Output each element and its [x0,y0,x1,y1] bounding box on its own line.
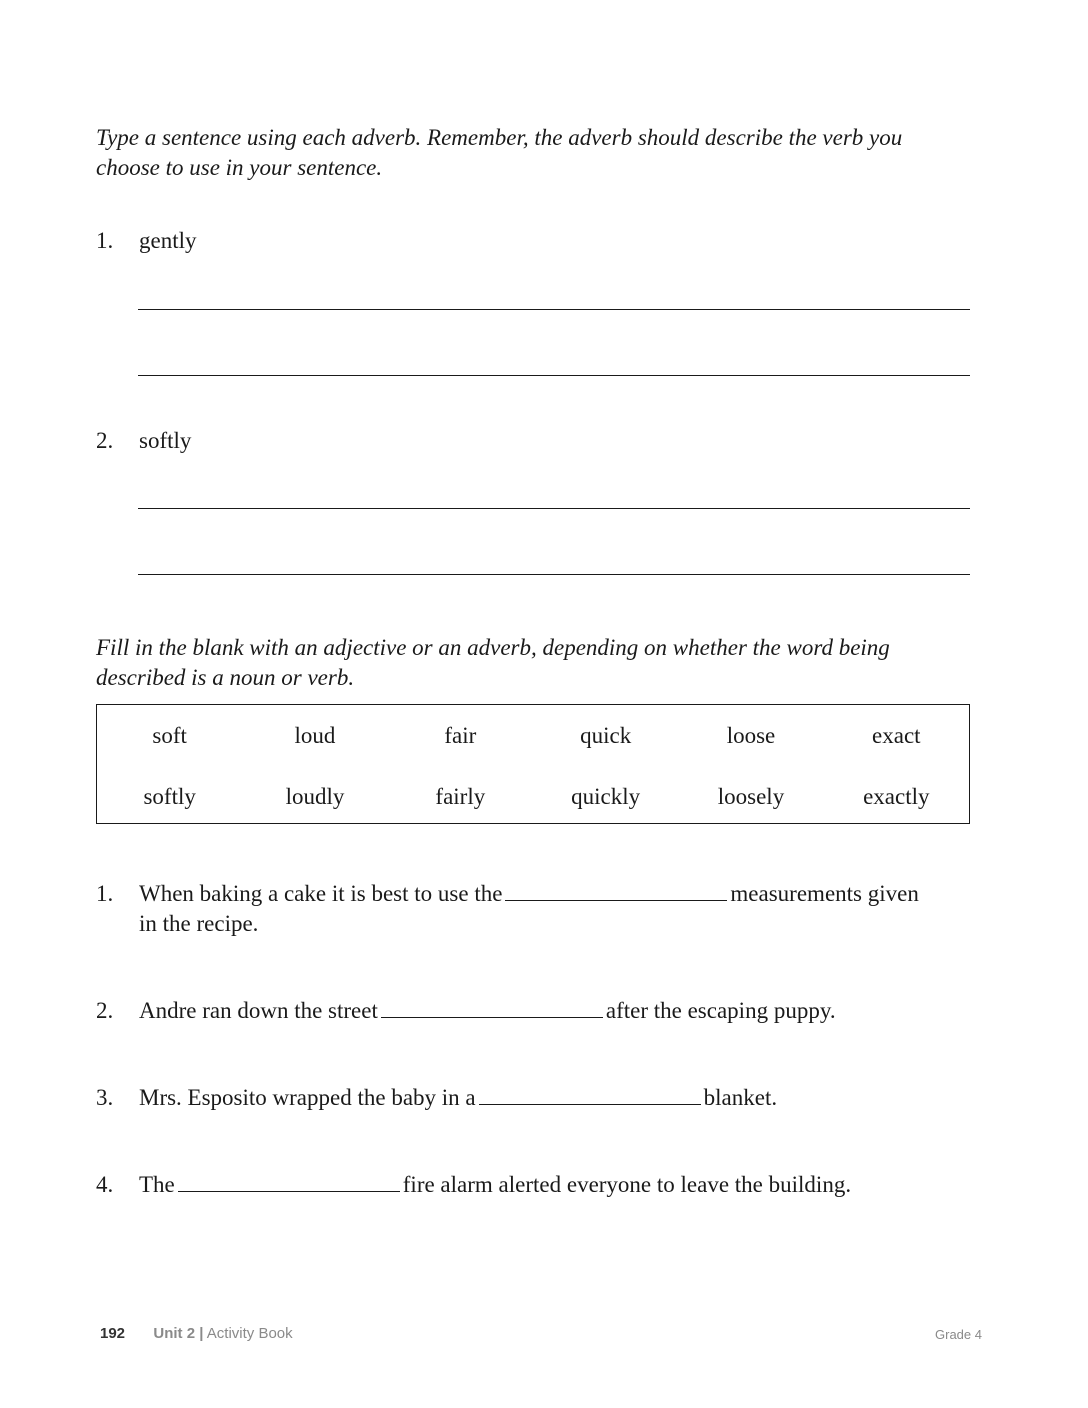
unit-label: Unit 2 [153,1325,196,1342]
word-bank-word: quick [580,723,632,748]
word-bank-row-adverbs [97,782,969,812]
word-bank-word: soft [152,723,187,748]
word-bank-word: fair [444,723,477,748]
item-number: 1. [96,881,114,906]
fill-in-sentence [139,879,919,909]
sentence-end: measurements given [730,881,919,906]
sentence-start: When baking a cake it is best to use the [139,881,503,906]
word-bank-row-adjectives [97,721,969,751]
instruction-line-2: choose to use in your sentence. [96,155,383,180]
adverb-word: gently [139,228,197,253]
sentence-end: fire alarm alerted everyone to leave the building. [402,1172,852,1197]
sentence-end: after the escaping puppy. [605,998,836,1023]
word-bank-word: softly [143,784,196,809]
item-number: 3. [96,1085,114,1110]
adverb-word: softly [139,428,192,453]
page-footer [100,1325,293,1342]
blank-line[interactable] [178,1171,400,1192]
fill-in-sentence [139,1170,851,1200]
grade-label: Grade 4 [935,1327,982,1342]
item-number: 4. [96,1172,114,1197]
answer-line[interactable] [138,508,970,509]
answer-line[interactable] [138,375,970,376]
blank-line[interactable] [479,1084,701,1105]
page-number: 192 [100,1325,126,1342]
blank-line[interactable] [381,997,603,1018]
sentence-start: Mrs. Esposito wrapped the baby in a [139,1085,476,1110]
item-number: 2. [96,428,114,453]
word-bank-word: loud [294,723,336,748]
sentence-continuation: in the recipe. [139,911,259,936]
item-number: 1. [96,228,114,253]
fill-in-sentence [139,996,836,1026]
book-title: Activity Book [206,1325,293,1342]
instruction-line-1: Fill in the blank with an adjective or an adverb, depending on whether the word being [96,635,890,660]
sentence-start: The [139,1172,175,1197]
fill-in-sentence [139,1083,777,1113]
instruction-line-2: described is a noun or verb. [96,665,355,690]
item-number: 2. [96,998,114,1023]
word-bank-word: quickly [571,784,641,809]
answer-line[interactable] [138,309,970,310]
word-bank-word: loosely [717,784,785,809]
word-bank-word: fairly [435,784,486,809]
answer-line[interactable] [138,574,970,575]
word-bank [96,704,970,824]
footer-separator: | [199,1325,204,1342]
sentence-start: Andre ran down the street [139,998,378,1023]
word-bank-word: exact [872,723,921,748]
word-bank-word: exactly [863,784,930,809]
sentence-end: blanket. [703,1085,778,1110]
word-bank-word: loose [726,723,776,748]
word-bank-word: loudly [285,784,345,809]
blank-line[interactable] [505,880,727,901]
instruction-line-1: Type a sentence using each adverb. Remember, the adverb should describe the verb you [96,125,903,150]
